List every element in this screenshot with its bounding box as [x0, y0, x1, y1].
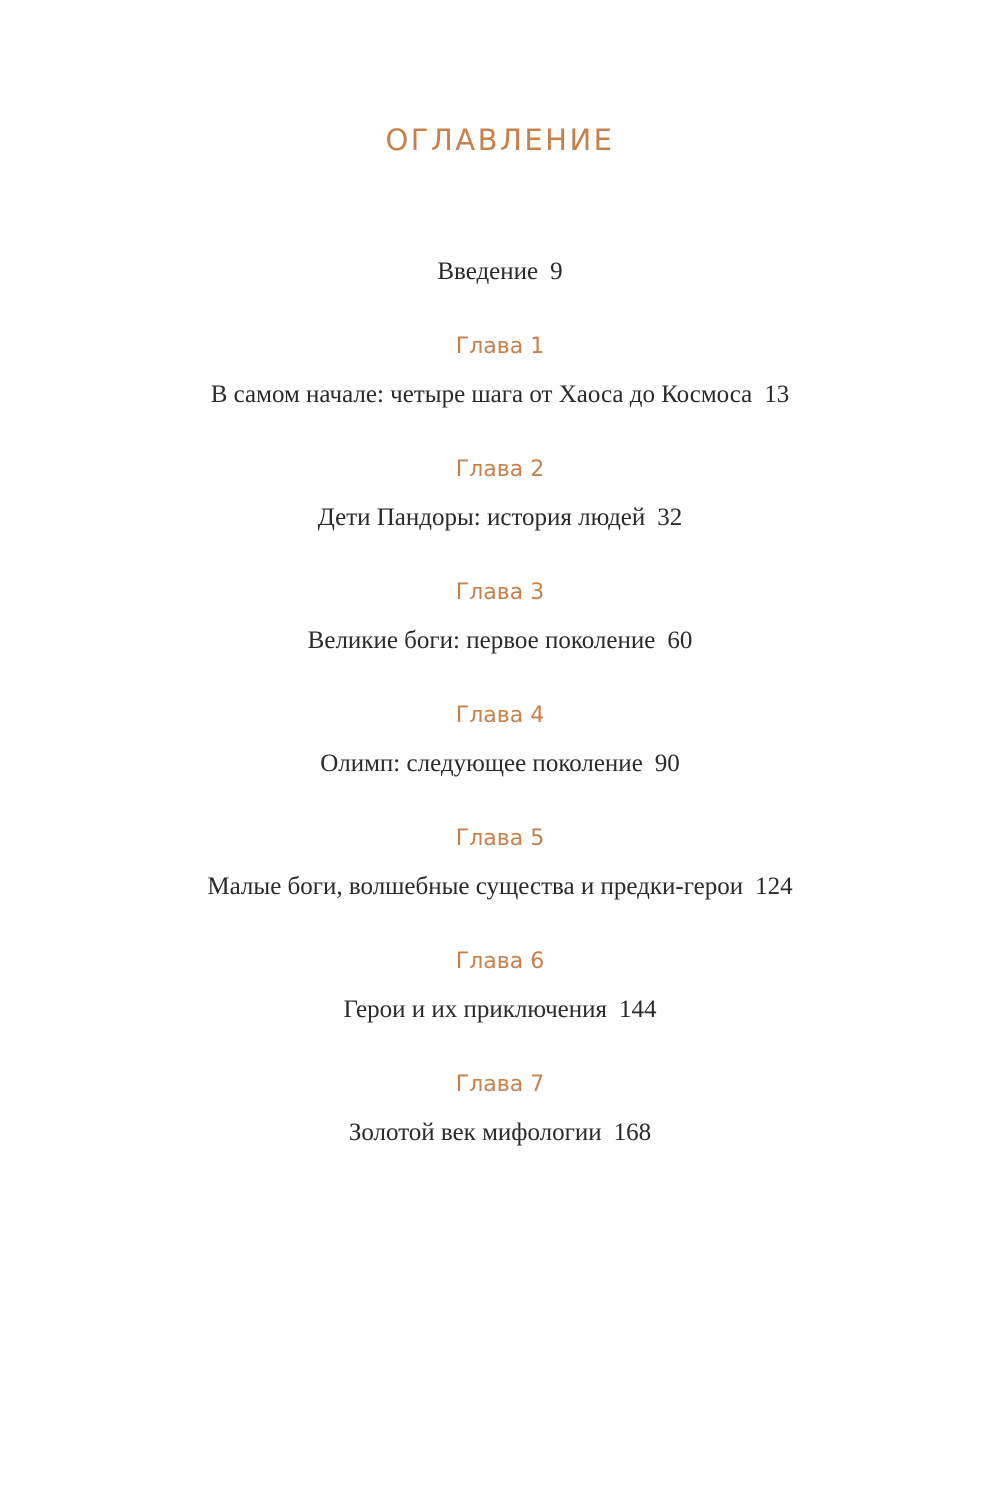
toc-entry-chapter-6 — [0, 994, 1000, 1026]
entry-page-number: 32 — [657, 504, 683, 531]
chapter-2-label: Глава 2 — [455, 457, 545, 482]
chapter-7-label: Глава 7 — [455, 1072, 545, 1097]
entry-page-number: 90 — [654, 750, 680, 777]
entry-title: Золотой век мифологии — [348, 1119, 602, 1146]
entry-title: Олимп: следующее поколение — [320, 750, 643, 777]
toc-entry-chapter-3 — [0, 625, 1000, 657]
toc-entry-chapter-2 — [0, 502, 1000, 534]
entry-title: В самом начале: четыре шага от Хаоса до Космоса — [210, 381, 753, 408]
entry-title: Великие боги: первое поколение — [307, 627, 656, 654]
toc-entry-chapter-4 — [0, 748, 1000, 780]
toc-title: ОГЛАВЛЕНИЕ — [385, 123, 615, 157]
chapter-3-label: Глава 3 — [455, 580, 545, 605]
entry-page-number: 168 — [613, 1119, 652, 1146]
toc-entry-chapter-5 — [0, 871, 1000, 903]
toc-entry-chapter-7 — [0, 1117, 1000, 1149]
chapter-4-label: Глава 4 — [455, 703, 545, 728]
entry-page-number: 60 — [667, 627, 693, 654]
toc-entry-chapter-1 — [0, 379, 1000, 411]
entry-title: Дети Пандоры: история людей — [317, 504, 646, 531]
entry-title: Малые боги, волшебные существа и предки-герои — [207, 873, 744, 900]
entry-page-number: 144 — [619, 996, 657, 1023]
entry-title: Герои и их приключения — [343, 996, 608, 1023]
entry-page-number: 124 — [755, 873, 793, 900]
chapter-6-label: Глава 6 — [455, 949, 545, 974]
entry-page-number: 13 — [764, 381, 790, 408]
chapter-1-label: Глава 1 — [455, 334, 545, 359]
toc-entry-intro — [0, 256, 1000, 288]
chapter-5-label: Глава 5 — [455, 826, 545, 851]
entry-title: Введение — [437, 258, 539, 285]
entry-page-number: 9 — [550, 258, 563, 285]
